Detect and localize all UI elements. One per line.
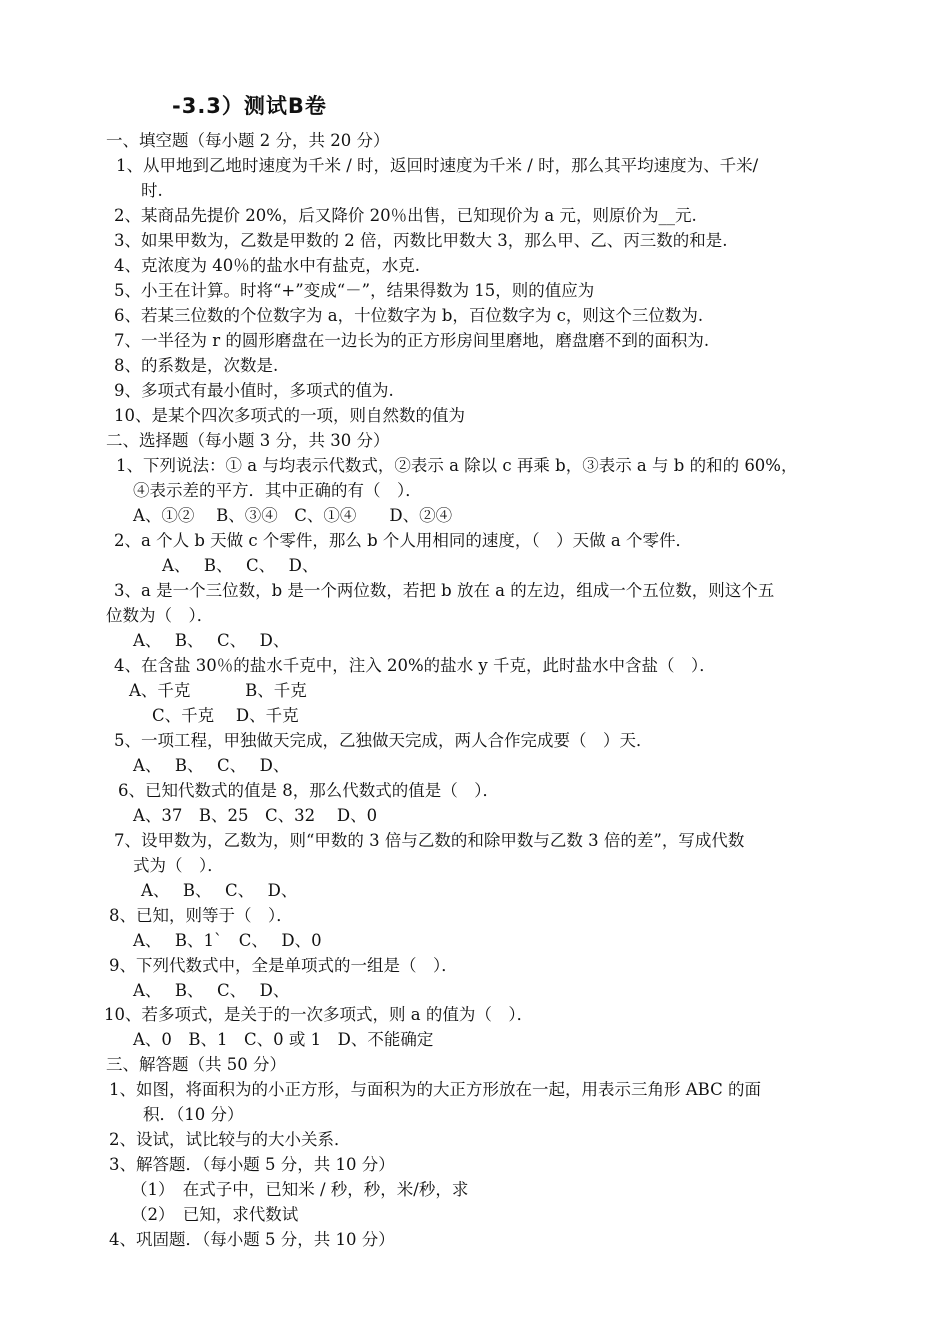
choice-question-9: 9、下列代数式中，全是单项式的一组是（ ）． (109, 956, 458, 975)
fill-question-8: 8、的系数是，次数是. (114, 356, 279, 375)
choice-question-7-cont: 式为（ ）． (133, 856, 224, 875)
fill-question-2: 2、某商品先提价 20%，后又降价 20％出售，已知现价为 a 元，则原价为__元. (114, 206, 697, 225)
choice-question-1-cont: ④表示差的平方．其中正确的有（ ）． (133, 481, 422, 500)
fill-question-7: 7、一半径为 r 的圆形磨盘在一边长为的正方形房间里磨地，磨盘磨不到的面积为. (114, 331, 710, 350)
page-title: -3.3）测试B卷 (172, 94, 327, 118)
choice-question-8-options: A、 B、1` C、 D、0 (133, 931, 322, 950)
choice-question-10-options: A、0 B、1 C、0 或 1 D、不能确定 (133, 1030, 434, 1049)
fill-question-5: 5、小王在计算。时将“+”变成“－”，结果得数为 15，则的值应为 (114, 281, 595, 300)
choice-question-1-options: A、①② B、③④ C、①④ D、②④ (133, 506, 453, 525)
fill-question-10: 10、是某个四次多项式的一项，则自然数的值为 (114, 406, 465, 425)
section3-heading: 三、解答题（共 50 分） (106, 1055, 286, 1074)
solve-question-1-cont: 积．（10 分） (143, 1105, 244, 1124)
choice-question-6-options: A、37 B、25 C、32 D、0 (133, 806, 378, 825)
choice-question-2-options: A、 B、 C、 D、 (162, 556, 319, 575)
choice-question-4-options-a: A、千克 B、千克 (129, 681, 307, 700)
choice-question-7: 7、设甲数为，乙数为，则“甲数的 3 倍与乙数的和除甲数与乙数 3 倍的差”，写成代数 (114, 831, 745, 850)
choice-question-3-cont: 位数为（ ）． (106, 606, 214, 625)
fill-question-9: 9、多项式有最小值时，多项式的值为. (114, 381, 394, 400)
choice-question-5: 5、一项工程，甲独做天完成，乙独做天完成，两人合作完成要（ ）天． (114, 731, 653, 750)
choice-question-7-options: A、 B、 C、 D、 (141, 881, 298, 900)
solve-question-4: 4、巩固题．（每小题 5 分，共 10 分） (109, 1230, 395, 1249)
section2-heading: 二、选择题（每小题 3 分，共 30 分） (106, 431, 390, 450)
fill-question-6: 6、若某三位数的个位数字为 a，十位数字为 b，百位数字为 c，则这个三位数为. (114, 306, 704, 325)
choice-question-5-options: A、 B、 C、 D、 (133, 756, 290, 775)
fill-question-1: 1、从甲地到乙地时速度为千米 / 时，返回时速度为千米 / 时，那么其平均速度为、千米/ (116, 156, 759, 175)
choice-question-1: 1、下列说法：① a 与均表示代数式，②表示 a 除以 c 再乘 b，③表示 a 与 b 的和的 60%， (116, 456, 798, 475)
fill-question-1-cont: 时. (141, 181, 163, 200)
solve-question-3-part-2: （2） 已知，求代数试 (131, 1205, 299, 1224)
choice-question-2: 2、a 个人 b 天做 c 个零件，那么 b 个人用相同的速度，（ ）天做 a 个零件． (114, 531, 692, 550)
fill-question-4: 4、克浓度为 40％的盐水中有盐克，水克. (114, 256, 420, 275)
choice-question-3: 3、a 是一个三位数，b 是一个两位数，若把 b 放在 a 的左边，组成一个五位数，则这个五 (114, 581, 775, 600)
choice-question-4-options-b: C、千克 D、千克 (152, 706, 299, 725)
choice-question-10: 10、若多项式，是关于的一次多项式，则 a 的值为（ ）． (104, 1005, 534, 1024)
solve-question-3: 3、解答题．（每小题 5 分，共 10 分） (109, 1155, 395, 1174)
section1-heading: 一、填空题（每小题 2 分，共 20 分） (106, 131, 390, 150)
solve-question-2: 2、设试，试比较与的大小关系． (109, 1130, 351, 1149)
choice-question-3-options: A、 B、 C、 D、 (133, 631, 290, 650)
fill-question-3: 3、如果甲数为，乙数是甲数的 2 倍，丙数比甲数大 3，那么甲、乙、丙三数的和是. (114, 231, 728, 250)
choice-question-4: 4、在含盐 30％的盐水千克中，注入 20%的盐水 y 千克，此时盐水中含盐（ ）． (114, 656, 716, 675)
choice-question-9-options: A、 B、 C、 D、 (133, 981, 290, 1000)
choice-question-6: 6、已知代数式的值是 8，那么代数式的值是（ ）． (118, 781, 499, 800)
choice-question-8: 8、已知，则等于（ ）． (109, 906, 293, 925)
solve-question-3-part-1: （1） 在式子中，已知米 / 秒，秒，米/秒，求 (131, 1180, 469, 1199)
solve-question-1: 1、如图，将面积为的小正方形，与面积为的大正方形放在一起，用表示三角形 ABC 的面 (109, 1080, 761, 1099)
